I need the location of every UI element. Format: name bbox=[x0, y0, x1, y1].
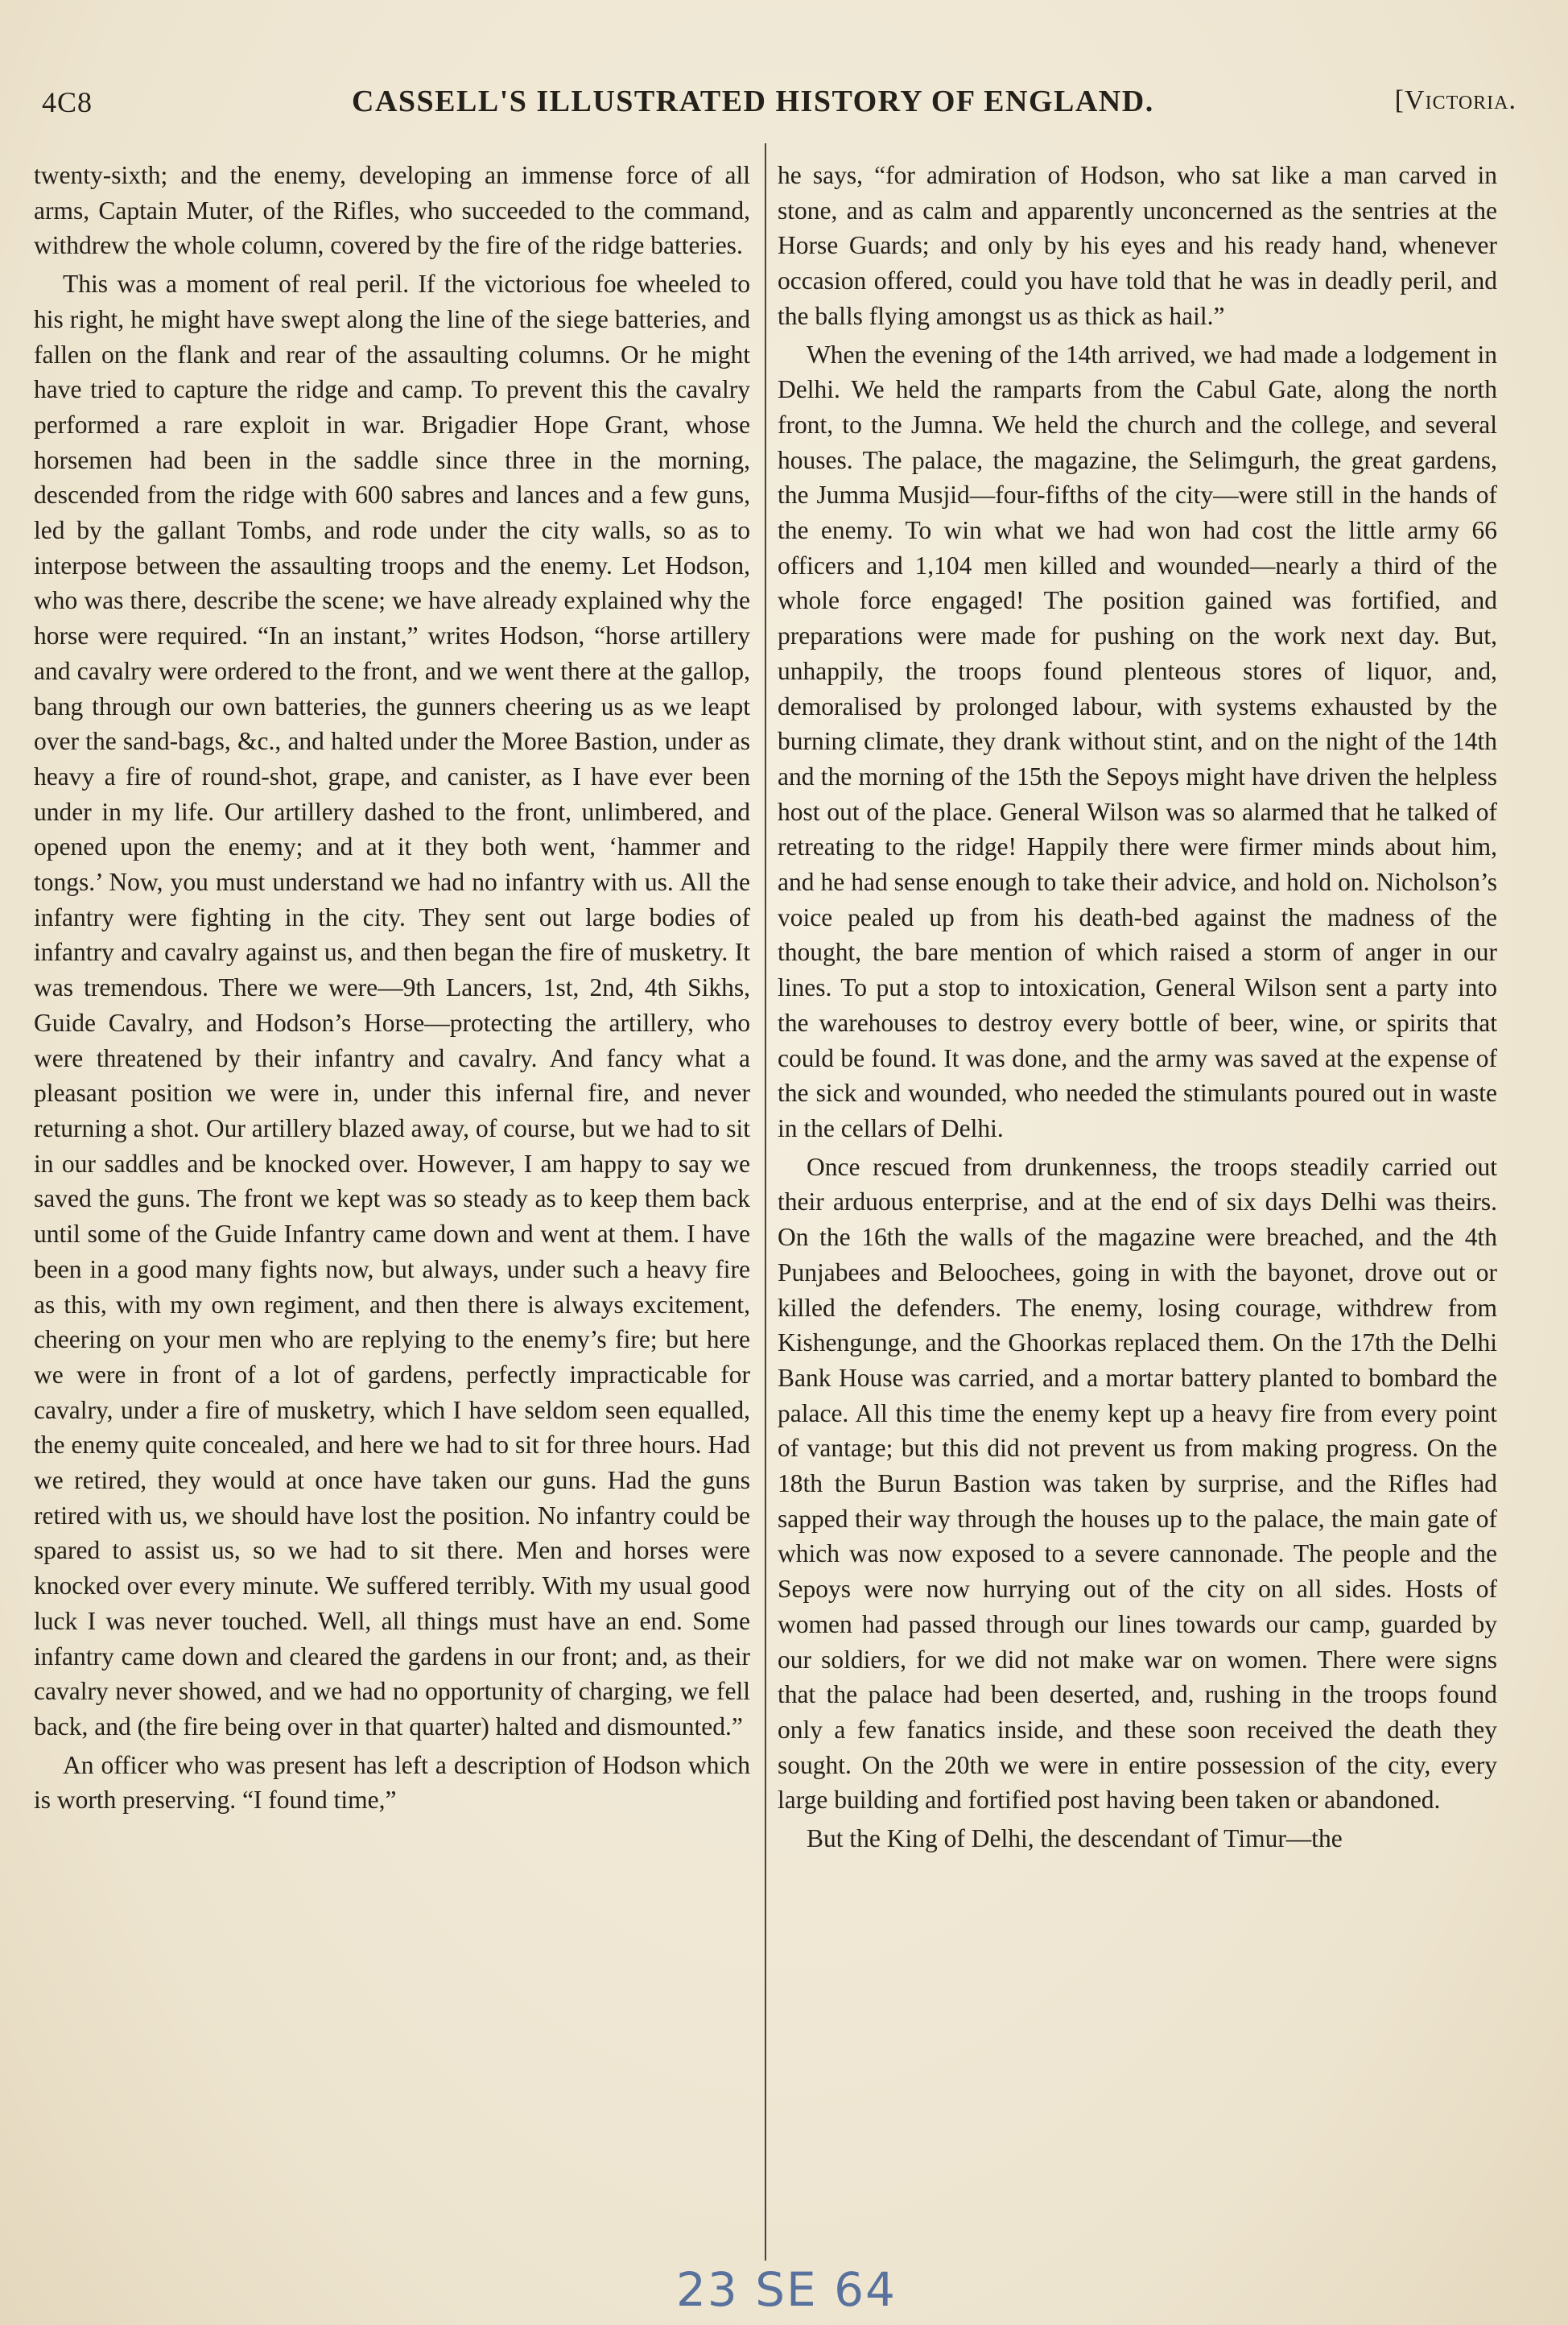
paragraph: But the King of Delhi, the descendant of Timur—the bbox=[807, 1824, 1343, 1853]
paragraph: Once rescued from drunkenness, the troops steadily carried out their arduous enterprise, and at the end of six days Delhi was theirs. On the 16th the walls of the magazine were breached, and the 4th Punjabees and Beloochees, going in with the bayonet, drove out or killed the defenders. The enemy, losing courage, withdrew from Kishengunge, and the Ghoorkas replaced them. On the 17th the Delhi Bank House was carried, and a mortar battery planted to bombard the palace. All this time the enemy kept up a heavy fire from every point of vantage; but this did not prevent us from making progress. On the 18th the Burun Bastion was taken by surprise, and the Rifles had sapped their way through the houses up to the palace, the main gate of which was now exposed to a severe cannonade. The people and the Sepoys were now hurrying out of the city on all sides. Hosts of women had passed through our lines towards our camp, guarded by our soldiers, for we did not make war on women. There were signs that the palace had been deserted, and, rushing in the troops found only a few fanatics inside, and these soon received the death they sought. On the 20th we were in entire possession of the city, every large building and fortified post having been taken or abandoned. bbox=[778, 1152, 1497, 1815]
running-header bbox=[42, 81, 1516, 129]
paragraph: he says, “for admiration of Hodson, who sat like a man carved in stone, and as calm and apparently unconcerned as the sentries at the Horse Guards; and only by his eyes and his ready hand, whenever occasion offered, could you have told that he was in deadly peril, and the balls flying amongst us as thick as hail.” bbox=[778, 161, 1497, 330]
running-title: CASSELL'S ILLUSTRATED HISTORY OF ENGLAND. bbox=[352, 85, 1154, 118]
paragraph: twenty-sixth; and the enemy, developing an immense force of all arms, Captain Muter, of the Rifles, who succeeded to the command, withdrew the whole column, covered by the fire of the ridge batteries. bbox=[34, 161, 750, 260]
column-divider bbox=[765, 143, 766, 2261]
section-label: [Victoria. bbox=[1394, 85, 1516, 115]
paragraph: When the evening of the 14th arrived, we had made a lodgement in Delhi. We held the ramparts from the Cabul Gate, along the north front, to the Jumna. We held the church and the college, and several houses. The palace, the magazine, the Selimgurh, the great gardens, the Jumma Musjid—four-fifths of the city—were still in the hands of the enemy. To win what we had won had cost the little army 66 officers and 1,104 men killed and wounded—nearly a third of the whole force engaged! The position gained was fortified, and preparations were made for pushing on the work next day. But, unhappily, the troops found plenteous stores of liquor, and, demoralised by prolonged labour, with systems exhausted by the burning climate, they drank without stint, and on the night of the 14th and the morning of the 15th the Sepoys might have driven the helpless host out of the place. General Wilson was so alarmed that he talked of retreating to the ridge! Happily there were firmer minds about him, and he had sense enough to take their advice, and hold on. Nicholson’s voice pealed up from his death-bed against the madness of the thought, the bare mention of which raised a storm of anger in our lines. To put a stop to intoxication, General Wilson sent a party into the warehouses to destroy every bottle of beer, wine, or spirits that could be found. It was done, and the army was saved at the expense of the sick and wounded, who needed the stimulants poured out in waste in the cellars of Delhi. bbox=[778, 340, 1497, 1142]
left-column bbox=[34, 158, 750, 1821]
paragraph: An officer who was present has left a description of Hodson which is worth preserving. “I found time,” bbox=[34, 1750, 750, 1815]
right-column bbox=[778, 158, 1497, 1860]
paragraph: This was a moment of real peril. If the victorious foe wheeled to his right, he might have swept along the line of the siege batteries, and fallen on the flank and rear of the assaulting columns. Or he might have tried to capture the ridge and camp. To prevent this the cavalry performed a rare exploit in war. Brigadier Hope Grant, whose horsemen had been in the saddle since three in the morning, descended from the ridge with 600 sabres and lances and a few guns, led by the gallant Tombs, and rode under the city walls, so as to interpose between the assaulting troops and the enemy. Let Hodson, who was there, describe the scene; we have already explained why the horse were required. “In an instant,” writes Hodson, “horse artillery and cavalry were ordered to the front, and we went there at the gallop, bang through our own batteries, the gunners cheering us as we leapt over the sand-bags, &c., and halted under the Moree Bastion, under as heavy a fire of round-shot, grape, and canister, as I have ever been under in my life. Our artillery dashed to the front, unlimbered, and opened upon the enemy; and at it they both went, ‘hammer and tongs.’ Now, you must understand we had no infantry with us. All the infantry were fighting in the city. They sent out large bodies of infantry and cavalry against us, and then began the fire of musketry. It was tremendous. There we were—9th Lancers, 1st, 2nd, 4th Sikhs, Guide Cavalry, and Hodson’s Horse—protecting the artillery, who were threatened by their infantry and cavalry. And fancy what a pleasant position we were in, under this infernal fire, and never returning a shot. Our artillery blazed away, of course, but we had to sit in our saddles and be knocked over. However, I am happy to say we saved the guns. The front we kept was so steady as to keep them back until some of the Guide Infantry came down and went at them. I have been in a good many fights now, but always, under such a heavy fire as this, with my own regiment, and then there is always excitement, cheering on your men who are replying to the enemy’s fire; but here we were in front of a lot of gardens, perfectly impracticable for cavalry, under a fire of musketry, which I have seldom seen equalled, the enemy quite concealed, and here we had to sit for three hours. Had we retired, they would at once have taken our guns. Had the guns retired with us, we should have lost the position. No infantry could be spared to assist us, so we had to sit there. Men and horses were knocked over every minute. We suffered terribly. With my usual good luck I was never touched. Well, all things must have an end. Some infantry came down and cleared the gardens in our front; and, as their cavalry never showed, and we had no opportunity of charging, we fell back, and (the fire being over in that quarter) halted and dismounted.” bbox=[34, 270, 750, 1741]
library-date-stamp: 23 SE 64 bbox=[676, 2262, 897, 2317]
page-number: 4C8 bbox=[42, 86, 93, 118]
